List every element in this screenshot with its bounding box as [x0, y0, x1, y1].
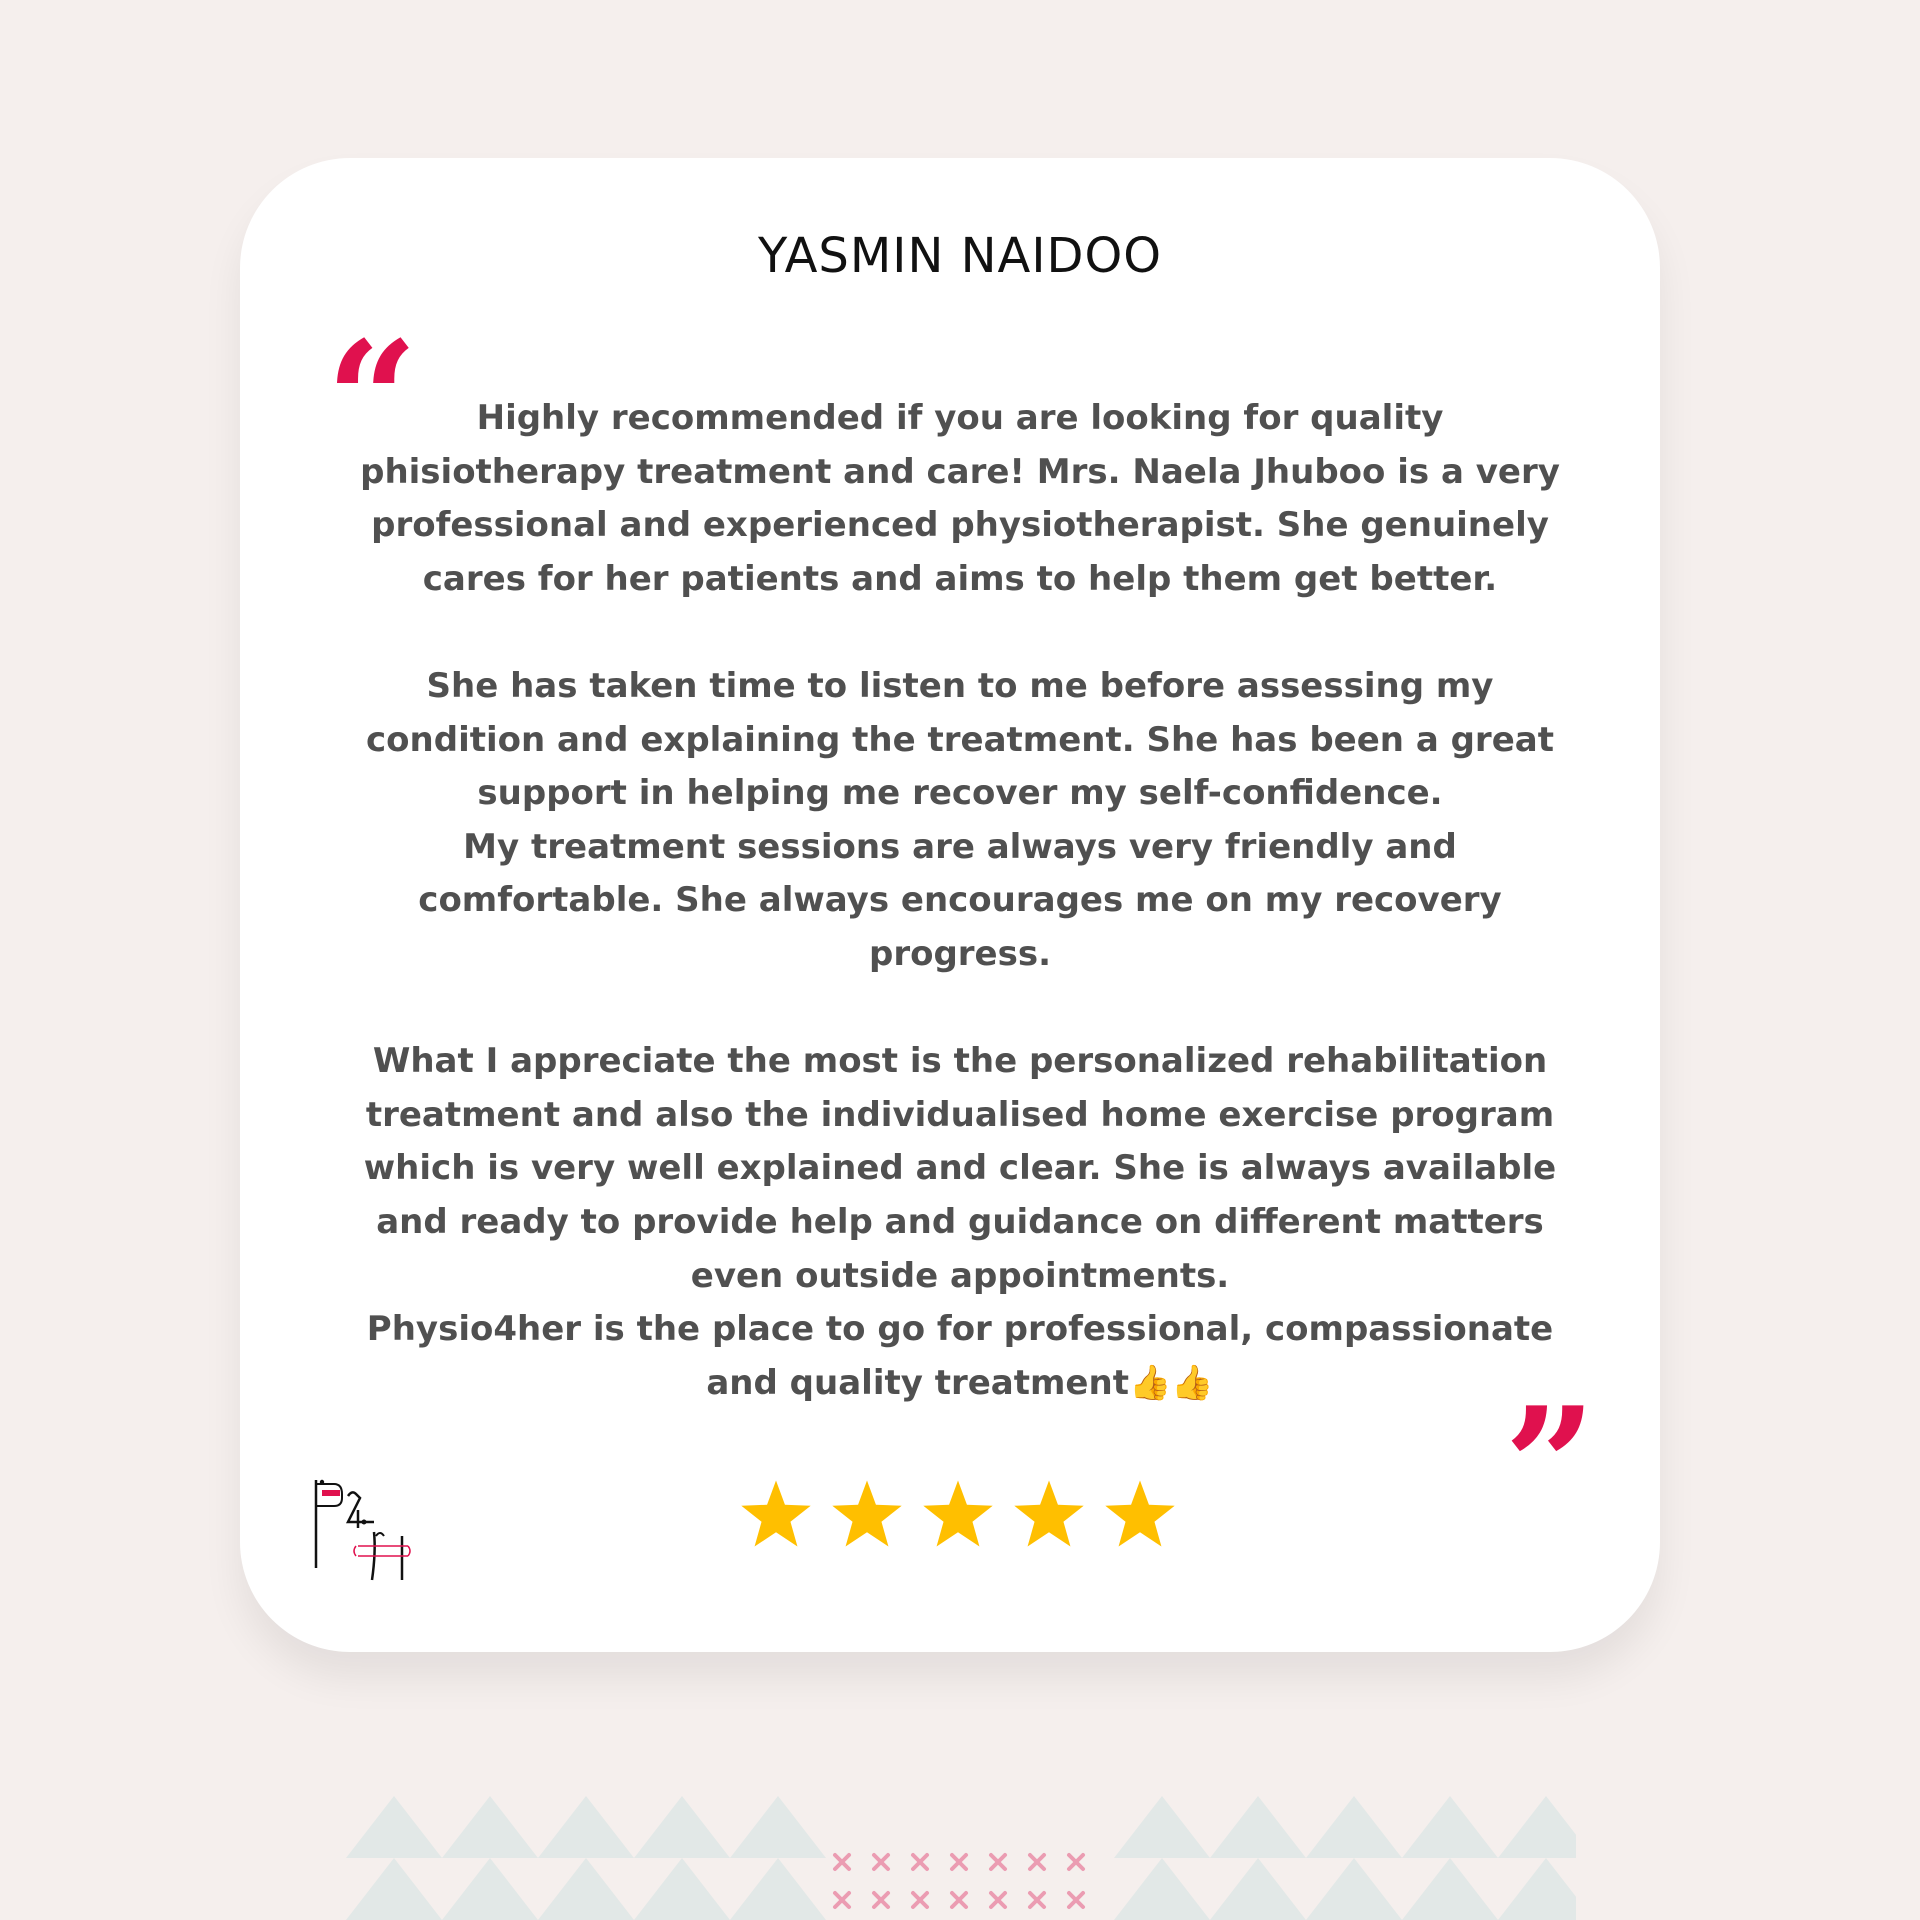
- triangle-shape: [538, 1858, 634, 1920]
- triangle-shape: [730, 1796, 826, 1858]
- triangle-shape: [1402, 1796, 1498, 1858]
- review-paragraph: Physio4her is the place to go for professional, compassionate and quality treatment👍👍: [366, 1309, 1554, 1403]
- close-quote-icon: ”: [1504, 1372, 1597, 1560]
- review-paragraph: What I appreciate the most is the personalized rehabilitation treatment and also the individualised home exercise program which is very well explained and clear. She is always available and ready to provide help and guidance on different matters even outside appointments.: [363, 1041, 1557, 1296]
- cross-shape: [1069, 1855, 1083, 1869]
- review-text: [340, 392, 1580, 1410]
- open-quote-icon: “: [326, 306, 419, 494]
- triangle-shape: [730, 1858, 826, 1920]
- cross-shape: [952, 1893, 966, 1907]
- triangle-shape: [634, 1796, 730, 1858]
- star-icon: [1011, 1476, 1087, 1552]
- triangle-shape: [1402, 1858, 1498, 1920]
- star-icon: [829, 1476, 905, 1552]
- cross-pattern: [830, 1848, 1090, 1918]
- triangle-shape: [1210, 1858, 1306, 1920]
- cross-shape: [1030, 1855, 1044, 1869]
- cross-shape: [991, 1855, 1005, 1869]
- cross-shape: [1069, 1893, 1083, 1907]
- triangle-shape: [1114, 1858, 1210, 1920]
- review-paragraph: She has taken time to listen to me before assessing my condition and explaining the treatment. She has been a great support in helping me recover my self-confidence.: [366, 665, 1554, 814]
- triangle-shape: [1498, 1858, 1576, 1920]
- cross-shape: [913, 1855, 927, 1869]
- triangle-shape: [1498, 1796, 1576, 1858]
- triangle-shape: [1114, 1796, 1210, 1858]
- star-icon: [738, 1476, 814, 1552]
- triangle-shape: [346, 1796, 442, 1858]
- cross-shape: [991, 1893, 1005, 1907]
- triangle-shape: [346, 1858, 442, 1920]
- triangle-shape: [538, 1796, 634, 1858]
- triangle-shape: [1306, 1858, 1402, 1920]
- triangle-shape: [1210, 1796, 1306, 1858]
- triangle-shape: [1306, 1796, 1402, 1858]
- cross-shape: [952, 1855, 966, 1869]
- review-paragraph: Highly recommended if you are looking for quality phisiotherapy treatment and care! Mrs. Naela Jhuboo is a very professional and experienced physiotherapist. She genuinely cares for her patients and aims to help them get better.: [360, 398, 1560, 599]
- triangle-shape: [634, 1858, 730, 1920]
- star-rating: [738, 1476, 1178, 1556]
- cross-shape: [835, 1893, 849, 1907]
- reviewer-name: YASMIN NAIDOO: [757, 228, 1163, 284]
- triangle-shape: [442, 1796, 538, 1858]
- star-icon: [1102, 1476, 1178, 1552]
- cross-shape: [874, 1893, 888, 1907]
- star-icon: [920, 1476, 996, 1552]
- p4h-logo-icon: [312, 1476, 412, 1586]
- cross-shape: [1030, 1893, 1044, 1907]
- cross-shape: [874, 1855, 888, 1869]
- triangle-shape: [442, 1858, 538, 1920]
- review-paragraph: My treatment sessions are always very friendly and comfortable. She always encourages me on my recovery progress.: [418, 826, 1502, 974]
- cross-shape: [913, 1893, 927, 1907]
- cross-shape: [835, 1855, 849, 1869]
